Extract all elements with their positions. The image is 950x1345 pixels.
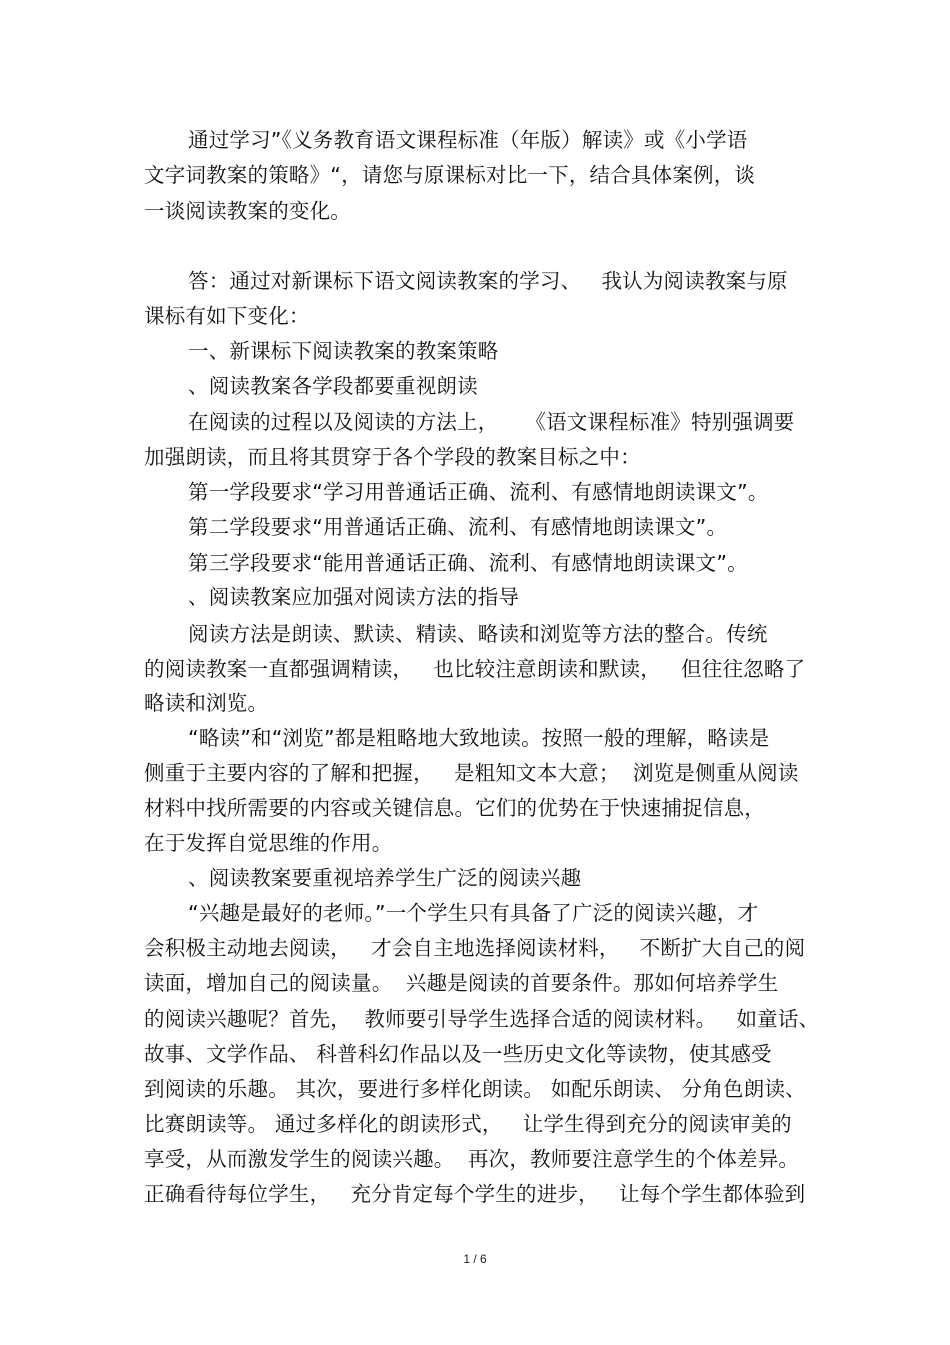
answer-line: 在于发挥自觉思维的作用。 bbox=[144, 831, 393, 855]
question-line: 通过学习”《义务教育语文课程标准（年版）解读》或《小学语 bbox=[188, 128, 748, 152]
answer-line: 的阅读兴趣呢？首先， 教师要引导学生选择合适的阅读材料。 如童话、 bbox=[144, 1007, 820, 1031]
answer-line: 阅读方法是朗读、默读、精读、略读和浏览等方法的整合。传统 bbox=[188, 622, 768, 646]
answer-line: 的阅读教案一直都强调精读， 也比较注意朗读和默读， 但往往忽略了 bbox=[144, 657, 806, 681]
answer-line: 第一学段要求“学习用普通话正确、流利、有感情地朗读课文”。 bbox=[188, 480, 769, 504]
answer-line: 故事、文学作品、 科普科幻作品以及一些历史文化等读物，使其感受 bbox=[144, 1042, 772, 1066]
answer-line: 在阅读的过程以及阅读的方法上， 《语文课程标准》特别强调要 bbox=[188, 410, 795, 434]
section-heading: 一、新课标下阅读教案的教案策略 bbox=[188, 339, 499, 363]
answer-line: 读面，增加自己的阅读量。 兴趣是阅读的首要条件。那如何培养学生 bbox=[144, 971, 779, 995]
page-number: 1 / 6 bbox=[463, 1252, 487, 1266]
answer-line: 第二学段要求“用普通话正确、流利、有感情地朗读课文”。 bbox=[188, 515, 728, 539]
question-line: 文字词教案的策略》“，请您与原课标对比一下，结合具体案例，谈 bbox=[144, 163, 756, 187]
answer-line: “略读”和“浏览”都是粗略地大致地读。按照一般的理解，略读是 bbox=[188, 726, 770, 750]
subsection-heading: 、阅读教案各学段都要重视朗读 bbox=[188, 374, 478, 398]
answer-line: 会积极主动地去阅读， 才会自主地选择阅读材料， 不断扩大自己的阅 bbox=[144, 936, 806, 960]
question-line: 一谈阅读教案的变化。 bbox=[144, 199, 351, 223]
answer-line: 课标有如下变化： bbox=[144, 304, 310, 328]
answer-line: “兴趣是最好的老师。”一个学生只有具备了广泛的阅读兴趣，才 bbox=[188, 901, 759, 925]
answer-line: 侧重于主要内容的了解和把握， 是粗知文本大意； 浏览是侧重从阅读 bbox=[144, 761, 799, 785]
answer-line: 略读和浏览。 bbox=[144, 691, 269, 715]
answer-line: 比赛朗读等。 通过多样化的朗读形式， 让学生得到充分的阅读审美的 bbox=[144, 1112, 792, 1136]
answer-line: 到阅读的乐趣。 其次，要进行多样化朗读。 如配乐朗读、 分角色朗读、 bbox=[144, 1077, 806, 1101]
subsection-heading: 、阅读教案应加强对阅读方法的指导 bbox=[188, 585, 520, 609]
answer-line: 答：通过对新课标下语文阅读教案的学习、 我认为阅读教案与原 bbox=[188, 269, 788, 293]
answer-line: 加强朗读，而且将其贯穿于各个学段的教案目标之中： bbox=[144, 445, 641, 469]
answer-line: 第三学段要求“能用普通话正确、流利、有感情地朗读课文”。 bbox=[188, 551, 748, 575]
answer-line: 材料中找所需要的内容或关键信息。它们的优势在于快速捕捉信息， bbox=[144, 796, 765, 820]
subsection-heading: 、阅读教案要重视培养学生广泛的阅读兴趣 bbox=[188, 866, 582, 890]
answer-line: 正确看待每位学生， 充分肯定每个学生的进步， 让每个学生都体验到 bbox=[144, 1182, 806, 1206]
answer-line: 享受，从而激发学生的阅读兴趣。 再次，教师要注意学生的个体差异。 bbox=[144, 1147, 800, 1171]
